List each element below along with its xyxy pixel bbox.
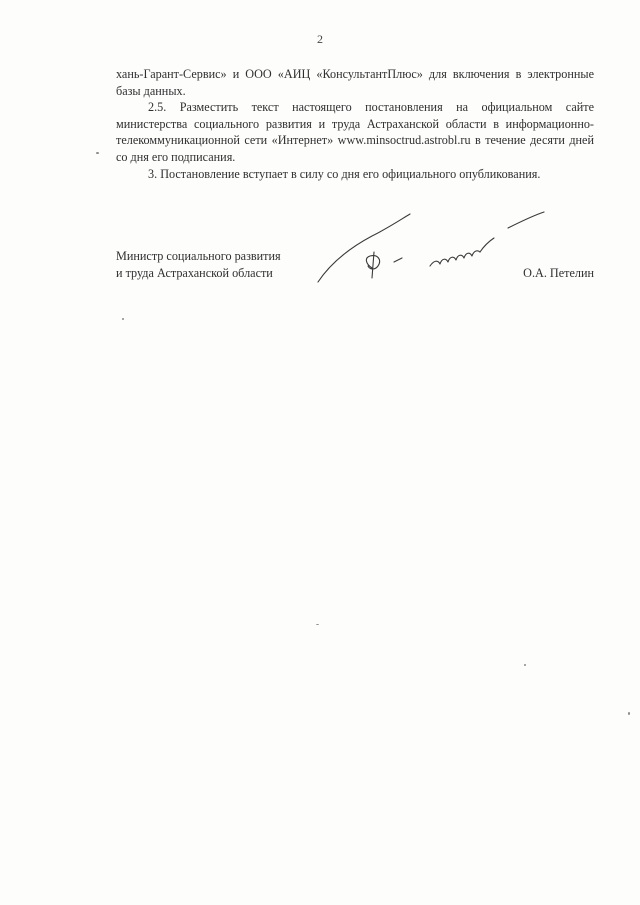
signatory-position-line-2: и труда Астраханской области [116, 265, 273, 280]
signatory-position [116, 248, 316, 281]
scan-speck [628, 712, 630, 715]
scan-speck [96, 152, 99, 154]
paragraph-continuation: хань-Гарант-Сервис» и ООО «АИЦ «КонсультантПлюс» для включения в электронные базы данных. [116, 67, 594, 98]
scan-speck [524, 664, 526, 666]
scan-speck [122, 318, 124, 320]
paragraph-3: 3. Постановление вступает в силу со дня его официального опубликования. [148, 166, 541, 181]
handwritten-signature [312, 200, 552, 290]
document-body [116, 66, 594, 182]
paragraph-2-5: 2.5. Разместить текст настоящего постановления на официальном сайте министерства социального развития и труда Астраханской области в информационно-телекоммуникационной сети «Интернет» www.minsoctrud.astrobl.ru в течение десяти дней со дня его подписания. [116, 100, 594, 164]
scan-speck [316, 624, 319, 625]
signatory-name: О.А. Петелин [523, 266, 594, 280]
signatory-position-line-1: Министр социального развития [116, 249, 281, 263]
page-number: 2 [317, 32, 323, 46]
